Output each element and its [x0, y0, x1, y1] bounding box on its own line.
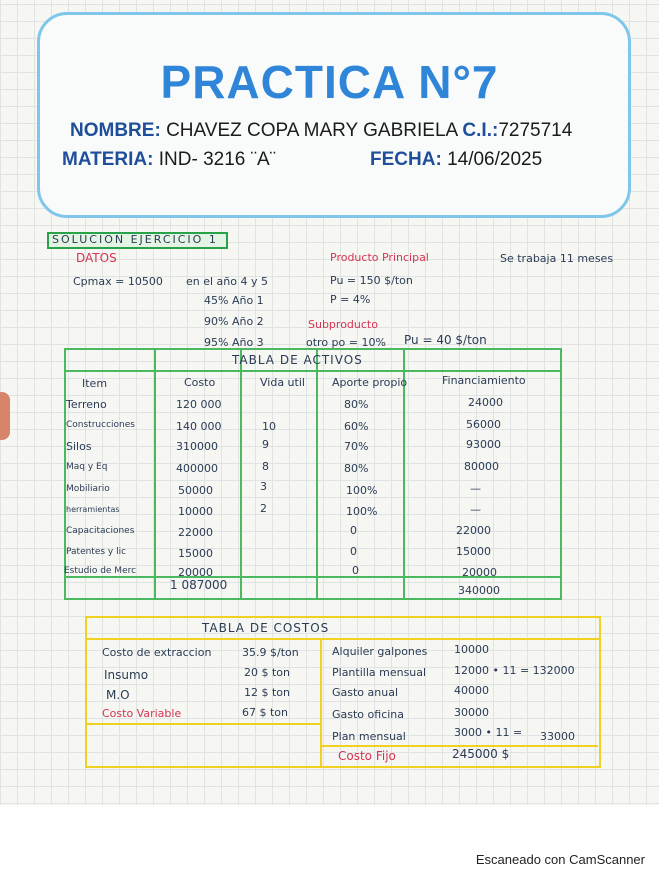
solucion-label: SOLUCION EJERCICIO 1 — [52, 233, 218, 246]
nombre-value: CHAVEZ COPA MARY GABRIELA — [166, 120, 458, 141]
costo-var-label: Insumo — [104, 668, 149, 682]
activo-costo: 50000 — [178, 484, 213, 497]
fecha-line — [370, 149, 542, 171]
activo-item: Construcciones — [66, 420, 135, 430]
datos-otro: otro po = 10% — [306, 336, 386, 349]
activo-fin: 22000 — [456, 524, 491, 537]
activo-vida: 2 — [260, 502, 267, 515]
activo-costo: 400000 — [176, 462, 218, 475]
costo-var-value: 35.9 $/ton — [242, 646, 299, 659]
activo-aporte: 100% — [346, 505, 378, 518]
activo-fin: 56000 — [466, 418, 501, 431]
activos-header-aporte: Aporte propio — [332, 376, 408, 389]
producto-principal: Producto Principal — [330, 251, 429, 264]
costo-var-label: Costo de extraccion — [102, 646, 212, 659]
datos-row1: 45% Año 1 — [204, 294, 264, 307]
activos-header-item: Item — [82, 377, 108, 390]
costo-var-label: M.O — [106, 688, 130, 702]
activo-item: Terreno — [66, 398, 107, 411]
costo-fijo-label: Plantilla mensual — [332, 666, 427, 679]
materia-line — [62, 149, 276, 171]
activo-costo: 20000 — [178, 566, 213, 579]
subproducto: Subproducto — [308, 318, 378, 331]
activo-item: Maq y Eq — [66, 462, 108, 472]
activo-fin: — — [470, 482, 481, 495]
nombre-label: NOMBRE: — [70, 120, 161, 141]
activo-fin: 24000 — [468, 396, 503, 409]
costo-variable-label: Costo Variable — [102, 707, 182, 720]
fecha-value: 14/06/2025 — [447, 149, 543, 170]
costo-var-value: 12 $ ton — [244, 686, 291, 699]
activo-aporte: 0 — [352, 564, 359, 577]
costo-fijo-total-value: 245000 $ — [452, 747, 510, 761]
costo-fijo-total-label: Costo Fijo — [338, 749, 396, 763]
costo-fijo-label: Alquiler galpones — [332, 645, 428, 658]
clip-edge — [0, 392, 10, 440]
activo-item: Patentes y lic — [66, 547, 127, 557]
activo-vida: 9 — [262, 438, 269, 451]
fecha-label: FECHA: — [370, 149, 442, 170]
activo-costo: 120 000 — [176, 398, 222, 411]
activos-title: TABLA DE ACTIVOS — [232, 353, 363, 367]
costo-fijo-label: Gasto oficina — [332, 708, 405, 721]
activo-fin: 15000 — [456, 545, 491, 558]
datos-row2: 90% Año 2 — [204, 315, 264, 328]
footer-scanner: Escaneado con CamScanner — [475, 852, 645, 867]
activo-costo: 310000 — [176, 440, 218, 453]
costo-variable-value: 67 $ ton — [242, 706, 289, 719]
activo-fin: 20000 — [462, 566, 497, 579]
datos-cpmax: Cpmax = 10500 — [73, 275, 163, 288]
ci-label: C.I.: — [462, 120, 499, 141]
nombre-line — [70, 120, 572, 142]
materia-label: MATERIA: — [62, 149, 154, 170]
activo-costo: 22000 — [178, 526, 213, 539]
activo-vida: 10 — [262, 420, 276, 433]
costo-fijo-label: Gasto anual — [332, 686, 399, 699]
datos-en-el-ano: en el año 4 y 5 — [186, 275, 268, 288]
costo-fijo-value: 3000 • 11 = — [454, 726, 523, 739]
activo-item: herramientas — [66, 505, 120, 514]
materia-value: IND- 3216 ¨A¨ — [158, 149, 276, 170]
costos-title: TABLA DE COSTOS — [202, 621, 330, 635]
activo-item: Estudio de Merc — [64, 566, 137, 576]
costo-fijo-value: 10000 — [454, 643, 489, 656]
activo-item: Mobiliario — [66, 484, 110, 494]
header-box — [37, 12, 631, 218]
activo-aporte: 0 — [350, 524, 357, 537]
costo-fijo-label: Plan mensual — [332, 730, 406, 743]
activo-item: Silos — [66, 440, 92, 453]
activos-header-vida: Vida util — [260, 376, 305, 389]
activo-aporte: 80% — [344, 398, 369, 411]
activo-aporte: 0 — [350, 545, 357, 558]
datos-row3: 95% Año 3 — [204, 336, 264, 349]
activo-fin: — — [470, 503, 481, 516]
activo-aporte: 60% — [344, 420, 369, 433]
activo-fin: 80000 — [464, 460, 499, 473]
activos-header-fin: Financiamiento — [442, 374, 526, 387]
activo-costo: 140 000 — [176, 420, 222, 433]
activos-total-costo: 1 087000 — [170, 578, 228, 592]
activo-aporte: 80% — [344, 462, 369, 475]
datos-p: P = 4% — [330, 293, 371, 306]
ci-value: 7275714 — [498, 120, 573, 141]
activo-aporte: 70% — [344, 440, 369, 453]
costo-var-value: 20 $ ton — [244, 666, 291, 679]
activo-costo: 15000 — [178, 547, 213, 560]
activo-aporte: 100% — [346, 484, 378, 497]
activo-vida: 3 — [260, 480, 267, 493]
activo-item: Capacitaciones — [66, 526, 135, 536]
costo-fijo-value: 12000 • 11 = 132000 — [454, 664, 575, 677]
activo-costo: 10000 — [178, 505, 213, 518]
datos-pu: Pu = 150 $/ton — [330, 274, 413, 287]
activos-header-costo: Costo — [184, 376, 216, 389]
activos-total-fin: 340000 — [458, 584, 500, 597]
activo-fin: 93000 — [466, 438, 501, 451]
datos-trabaja: Se trabaja 11 meses — [500, 252, 614, 265]
activo-vida: 8 — [262, 460, 269, 473]
datos-title: DATOS — [76, 251, 117, 265]
costo-fijo-value: 40000 — [454, 684, 489, 697]
costo-fijo-value: 30000 — [454, 706, 489, 719]
page-title: PRACTICA N°7 — [160, 56, 499, 108]
datos-pu2: Pu = 40 $/ton — [404, 333, 487, 347]
costo-fijo-extra: 33000 — [540, 730, 575, 743]
